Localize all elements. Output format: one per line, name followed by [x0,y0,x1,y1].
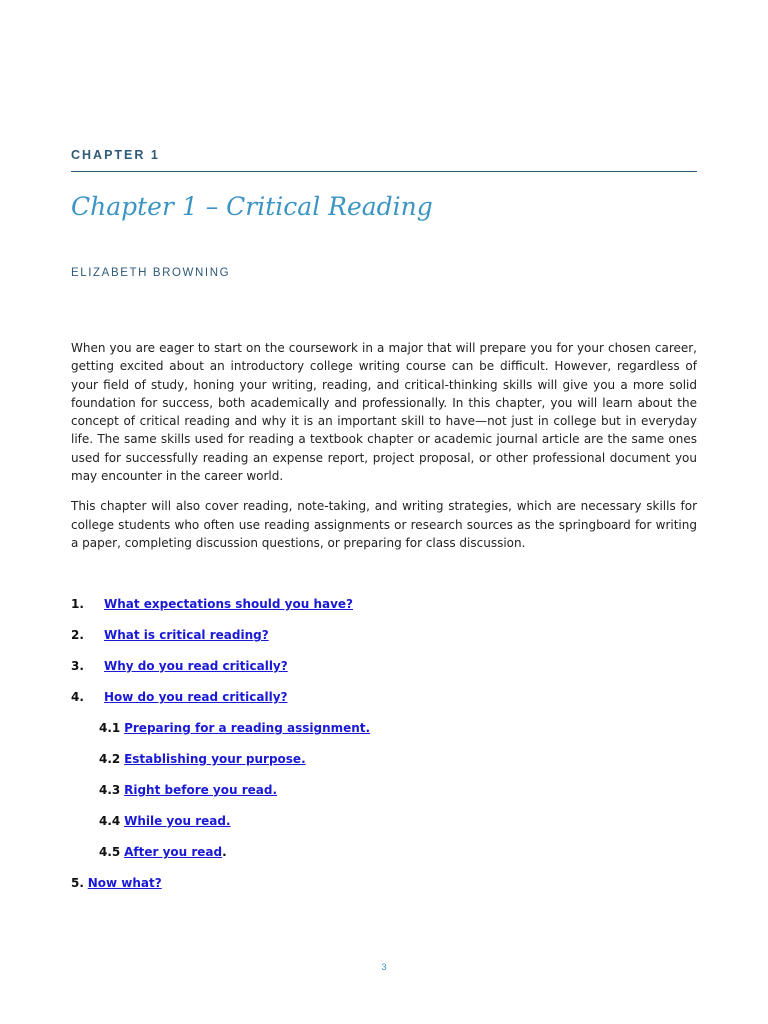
toc-subitem [99,751,306,767]
toc-item-number: 4.1 [99,721,121,735]
toc-subitem [99,720,370,736]
toc-link-right-before[interactable]: Right before you read. [124,783,278,797]
toc-link-expectations[interactable]: What expectations should you have? [104,597,354,611]
chapter-label: CHAPTER 1 [71,148,160,162]
toc-item-suffix: . [222,845,227,859]
toc-subitem [99,844,227,860]
body-text [71,339,697,564]
toc-item-number: 4.4 [99,814,121,828]
toc-subitem [99,782,277,798]
page-number: 3 [381,962,387,972]
author-name: ELIZABETH BROWNING [71,267,231,279]
toc-item-number: 1. [71,597,84,611]
toc-item-number: 2. [71,628,84,642]
toc-link-why-read-critically[interactable]: Why do you read critically? [104,659,288,673]
toc-link-after-you-read[interactable]: After you read [124,845,223,859]
toc-item [71,875,162,891]
paragraph: This chapter will also cover reading, note-taking, and writing strategies, which are necessary skills for college students who often use reading assignments or research sources as the springboard for writing a paper, completing discussion questions, or preparing for class discussion. [71,499,697,550]
toc-item-number: 3. [71,659,84,673]
toc-link-how-read-critically[interactable]: How do you read critically? [104,690,288,704]
toc-link-what-is-critical-reading[interactable]: What is critical reading? [104,628,269,642]
toc-item-number: 4.3 [99,783,121,797]
toc-link-preparing[interactable]: Preparing for a reading assignment. [124,721,371,735]
toc-item [71,658,288,674]
toc-item-number: 4.2 [99,752,121,766]
toc-link-now-what[interactable]: Now what? [87,876,162,890]
toc-item [71,627,269,643]
toc-subitem [99,813,231,829]
toc-item [71,689,288,705]
toc-link-while-you-read[interactable]: While you read. [124,814,231,828]
toc-link-purpose[interactable]: Establishing your purpose. [124,752,306,766]
toc-item-number: 4. [71,690,84,704]
toc-item-number: 4.5 [99,845,121,859]
chapter-title: Chapter 1 – Critical Reading [71,192,433,221]
toc-item [71,596,353,612]
paragraph: When you are eager to start on the coursework in a major that will prepare you for your chosen career, getting excited about an introductory college writing course can be difficult. However, regardless of your field of study, honing your writing, reading, and critical-thinking skills will give you a more solid foundation for success, both academically and professionally. In this chapter, you will learn about the concept of critical reading and why it is an important skill to have—not just in college but in everyday life. The same skills used for reading a textbook chapter or academic journal article are the same ones used for successfully reading an expense report, project proposal, or other professional document you may encounter in the career world. [71,341,697,484]
chapter-divider [71,171,697,172]
toc-item-number: 5. [71,876,84,890]
